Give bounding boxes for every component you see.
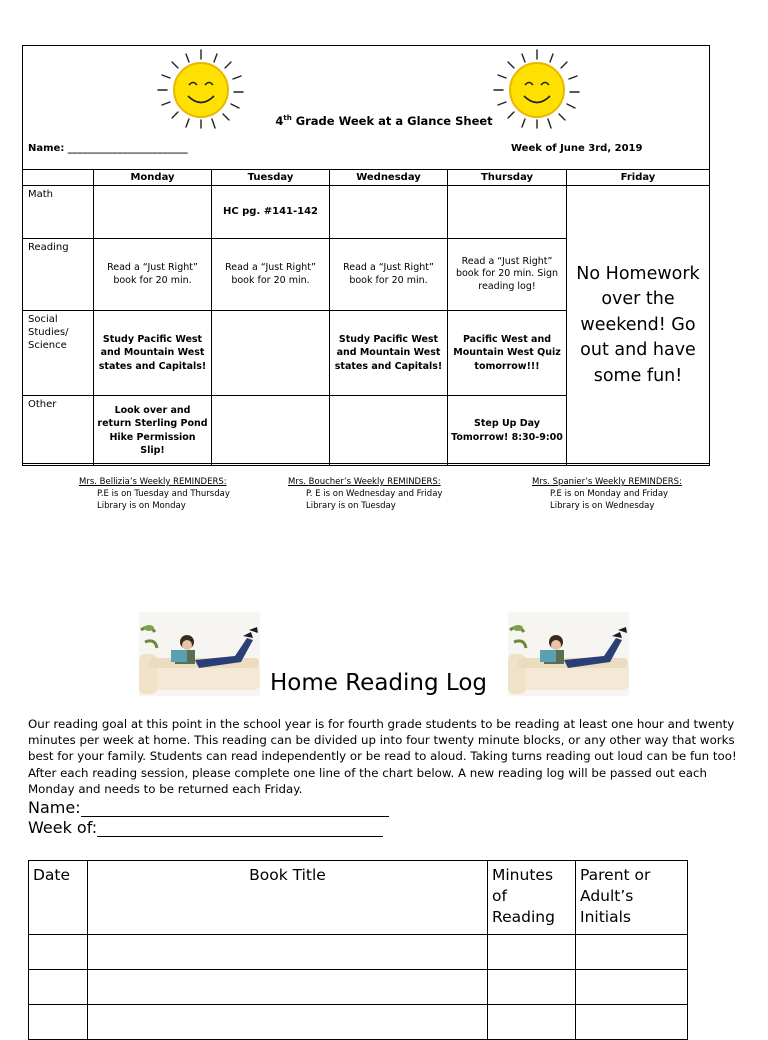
- log-cell[interactable]: [29, 935, 88, 970]
- cell-other-thursday: Step Up Day Tomorrow! 8:30-9:00: [448, 396, 567, 466]
- log-cell[interactable]: [29, 1005, 88, 1040]
- reminder-bellizia: [79, 476, 230, 512]
- cell-math-tuesday: HC pg. #141-142: [212, 186, 330, 239]
- week-of-label: Week of:: [28, 818, 98, 837]
- reminder-line: P.E is on Monday and Friday: [550, 489, 669, 499]
- name-field: [28, 798, 389, 817]
- log-header-row: [29, 861, 688, 935]
- cell-reading-wednesday: Read a “Just Right” book for 20 min.: [330, 239, 448, 311]
- table-row: [23, 186, 710, 239]
- corner-cell: [23, 170, 94, 186]
- log-cell[interactable]: [88, 935, 488, 970]
- log-cell[interactable]: [29, 970, 88, 1005]
- log-cell[interactable]: [88, 1005, 488, 1040]
- reminder-heading: Mrs. Boucher’s Weekly REMINDERS:: [288, 477, 441, 487]
- week-of-date: Week of June 3rd, 2019: [511, 143, 643, 154]
- log-cell[interactable]: [488, 970, 576, 1005]
- log-cell[interactable]: [576, 935, 688, 970]
- day-header: Monday: [94, 170, 212, 186]
- cell-social-thursday: Pacific West and Mountain West Quiz tomorrow!!!: [448, 311, 567, 396]
- reminder-boucher: [288, 476, 442, 512]
- table-row: [29, 935, 688, 970]
- name-blank[interactable]: [81, 800, 389, 817]
- subject-other: Other: [23, 396, 94, 466]
- sheet-title: 4th Grade Week at a Glance Sheet: [275, 114, 493, 128]
- cell-social-wednesday: Study Pacific West and Mountain West states and Capitals!: [330, 311, 448, 396]
- cell-reading-monday: Read a “Just Right” book for 20 min.: [94, 239, 212, 311]
- reminder-line: P.E is on Tuesday and Thursday: [97, 489, 230, 499]
- subject-social-studies: Social Studies/ Science: [23, 311, 94, 396]
- day-header: Tuesday: [212, 170, 330, 186]
- reading-photo: [508, 612, 629, 696]
- column-header-initials: Parent or Adult’s Initials: [576, 861, 688, 935]
- cell-reading-thursday: Read a “Just Right” book for 20 min. Sign reading log!: [448, 239, 567, 311]
- reminder-heading: Mrs. Spanier’s Weekly REMINDERS:: [532, 477, 682, 487]
- table-row: [29, 1005, 688, 1040]
- reading-log-title: Home Reading Log: [270, 670, 487, 696]
- day-header: Friday: [567, 170, 710, 186]
- log-cell[interactable]: [88, 970, 488, 1005]
- reminder-line: Library is on Wednesday: [550, 501, 655, 511]
- table-row: [29, 970, 688, 1005]
- student-name-line: Name: ________________________: [28, 143, 188, 154]
- cell-other-tuesday: [212, 396, 330, 466]
- cell-math-monday: [94, 186, 212, 239]
- log-cell[interactable]: [576, 1005, 688, 1040]
- reminder-line: P. E is on Wednesday and Friday: [306, 489, 443, 499]
- table-header-row: [23, 170, 710, 186]
- log-cell[interactable]: [488, 935, 576, 970]
- cell-math-thursday: [448, 186, 567, 239]
- log-cell[interactable]: [576, 970, 688, 1005]
- cell-social-tuesday: [212, 311, 330, 396]
- column-header-date: Date: [29, 861, 88, 935]
- subject-reading: Reading: [23, 239, 94, 311]
- cell-other-wednesday: [330, 396, 448, 466]
- cell-reading-tuesday: Read a “Just Right” book for 20 min.: [212, 239, 330, 311]
- week-of-field: [28, 818, 383, 837]
- subject-math: Math: [23, 186, 94, 239]
- cell-social-monday: Study Pacific West and Mountain West states and Capitals!: [94, 311, 212, 396]
- reminder-line: Library is on Tuesday: [306, 501, 396, 511]
- weekly-schedule-table: [22, 169, 710, 466]
- reminder-line: Library is on Monday: [97, 501, 186, 511]
- friday-message: No Homework over the weekend! Go out and have some fun!: [567, 186, 710, 466]
- cell-math-wednesday: [330, 186, 448, 239]
- reading-log-table: [28, 860, 688, 1040]
- reading-photo: [139, 612, 260, 696]
- reading-log-instructions: Our reading goal at this point in the school year is for fourth grade students to be reading at least one hour and twenty minutes per week at home. This reading can be divided up into four twenty minute blocks, or any other way that works best for your family. Students can read independently or be read to aloud. Taking turns reading out loud can be fun too! After each reading session, please complete one line of the chart below. A new reading log will be passed out each Monday and needs to be returned each Friday.: [28, 717, 737, 796]
- cell-other-monday: Look over and return Sterling Pond Hike Permission Slip!: [94, 396, 212, 466]
- reminder-heading: Mrs. Bellizia’s Weekly REMINDERS:: [79, 477, 227, 487]
- column-header-book-title: Book Title: [88, 861, 488, 935]
- day-header: Wednesday: [330, 170, 448, 186]
- week-of-blank[interactable]: [97, 818, 383, 837]
- name-label: Name:: [28, 798, 81, 817]
- column-header-minutes: Minutes of Reading: [488, 861, 576, 935]
- reminder-spanier: [532, 476, 682, 512]
- day-header: Thursday: [448, 170, 567, 186]
- log-cell[interactable]: [488, 1005, 576, 1040]
